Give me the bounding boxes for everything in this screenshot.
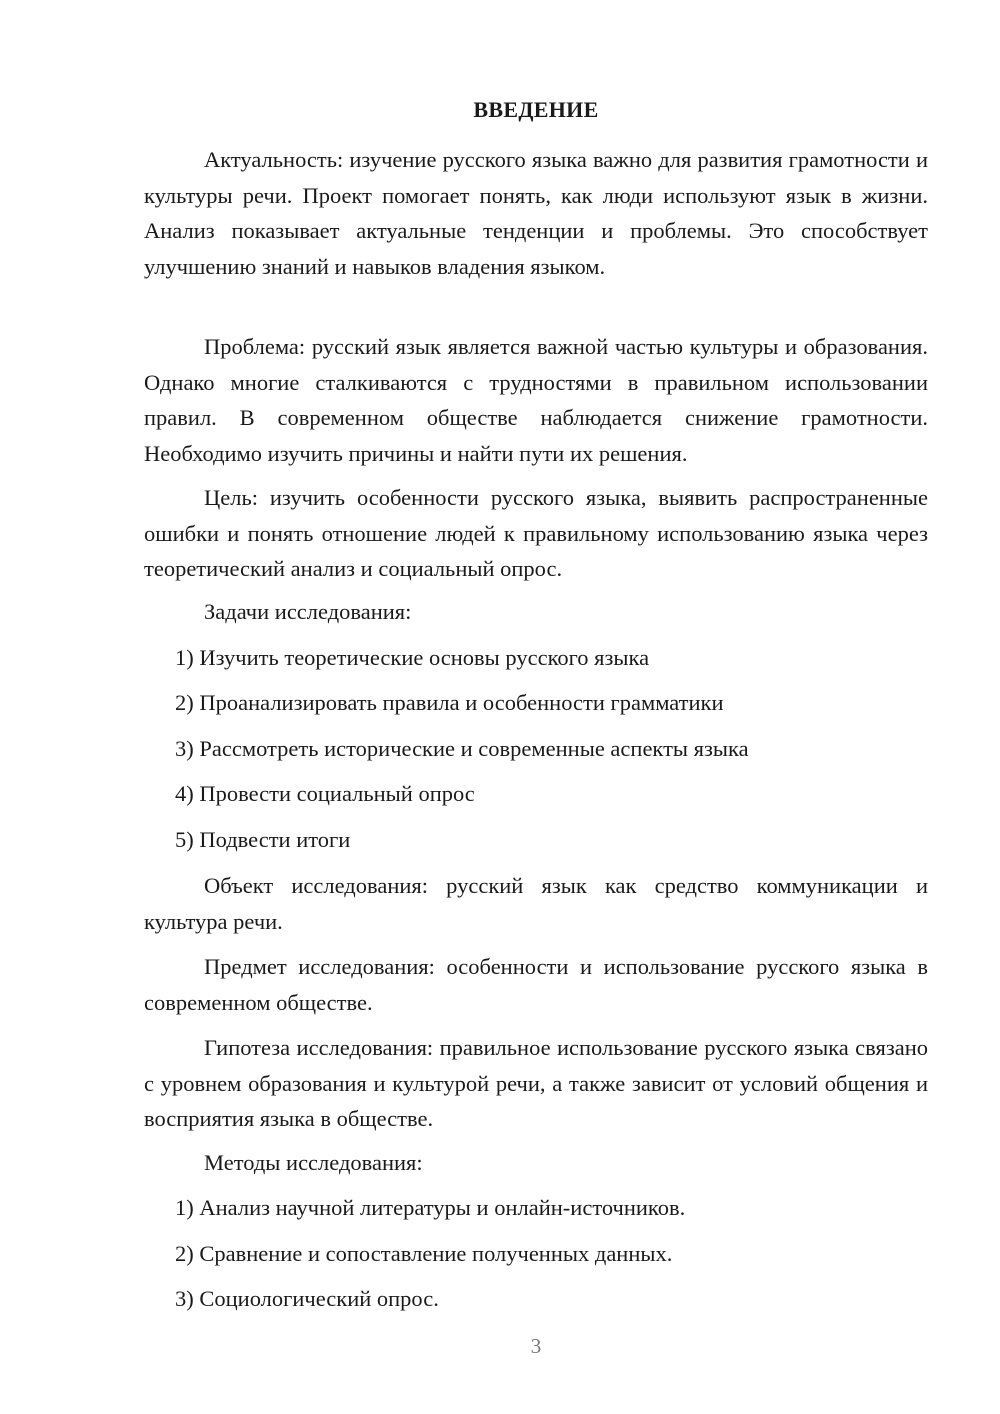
problem-paragraph: Проблема: русский язык является важной частью культуры и образования. Однако многие сталкиваются с трудностями в правильном использовании правил. В современном обществе наблюдается снижение грамотности. Необходимо изучить причины и найти пути их решения.	[144, 334, 928, 466]
method-item-3: 3) Социологический опрос.	[175, 1286, 439, 1311]
task-item-5: 5) Подвести итоги	[175, 827, 351, 852]
methods-list-item	[144, 1193, 928, 1223]
problem-block	[144, 329, 928, 471]
task-item-1: 1) Изучить теоретические основы русского языка	[175, 645, 650, 670]
goal-block	[144, 480, 928, 587]
tasks-list-item	[144, 643, 928, 673]
subject-paragraph: Предмет исследования: особенности и использование русского языка в современном обществе.	[144, 954, 928, 1015]
object-paragraph: Объект исследования: русский язык как средство коммуникации и культура речи.	[144, 873, 928, 934]
task-item-4: 4) Провести социальный опрос	[175, 781, 475, 806]
hypothesis-paragraph: Гипотеза исследования: правильное использование русского языка связано с уровнем образования и культурой речи, а также зависит от условий общения и восприятия языка в обществе.	[144, 1035, 928, 1131]
method-item-2: 2) Сравнение и сопоставление полученных данных.	[175, 1241, 673, 1266]
page-number: 3	[530, 1334, 542, 1358]
tasks-list-item	[144, 688, 928, 718]
tasks-heading: Задачи исследования:	[204, 599, 412, 624]
hypothesis-block	[144, 1030, 928, 1137]
goal-paragraph: Цель: изучить особенности русского языка, выявить распространенные ошибки и понять отношение людей к правильному использованию языка через теоретический анализ и социальный опрос.	[144, 485, 928, 581]
method-item-1: 1) Анализ научной литературы и онлайн-источников.	[175, 1195, 686, 1220]
methods-list-item	[144, 1284, 928, 1314]
page-title: ВВЕДЕНИЕ	[473, 97, 599, 122]
object-block	[144, 868, 928, 939]
tasks-list-item	[144, 734, 928, 764]
relevance-paragraph: Актуальность: изучение русского языка важно для развития грамотности и культуры речи. Проект помогает понять, как люди используют язык в жизни. Анализ показывает актуальные тенденции и проблемы. Это способствует улучшению знаний и навыков владения языком.	[144, 147, 928, 279]
subject-block	[144, 949, 928, 1020]
task-item-2: 2) Проанализировать правила и особенности грамматики	[175, 690, 724, 715]
methods-heading: Методы исследования:	[204, 1150, 423, 1175]
task-item-3: 3) Рассмотреть исторические и современные аспекты языка	[175, 736, 749, 761]
methods-heading-block	[144, 1148, 928, 1178]
tasks-list-item	[144, 825, 928, 855]
tasks-list-item	[144, 779, 928, 809]
methods-list-item	[144, 1239, 928, 1269]
relevance-block	[144, 142, 928, 284]
tasks-heading-block	[144, 597, 928, 627]
